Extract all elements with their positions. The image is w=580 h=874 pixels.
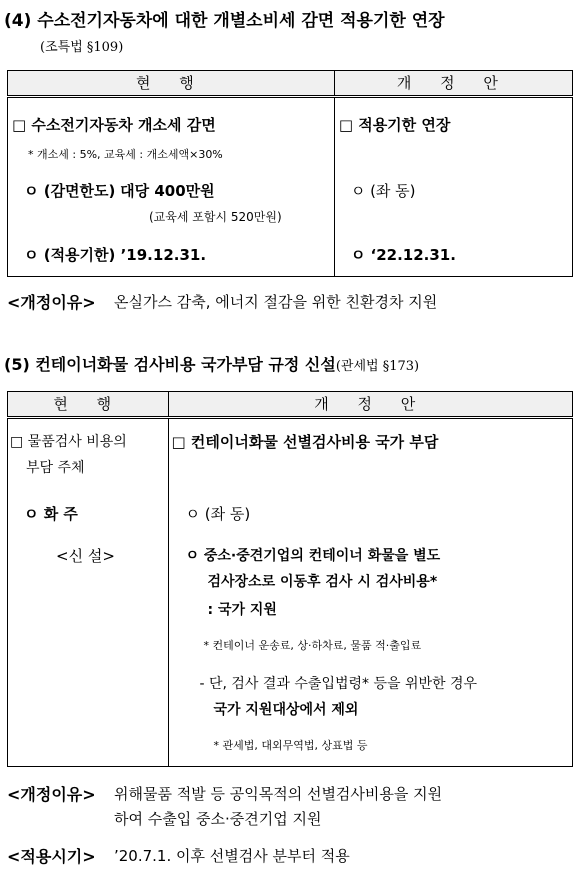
current-note: * 개소세 : 5%, 교육세 : 개소세액×30% (28, 148, 223, 161)
section5-comparison-table (7, 391, 573, 767)
current-limit-sub: (교육세 포함시 520만원) (149, 210, 282, 224)
section4-reason-label: <개정이유> (7, 293, 96, 312)
amendment-same: ㅇ (좌 동) (185, 505, 251, 523)
amendment-sme-line1: ㅇ 중소·중견기업의 컨테이너 화물을 별도 (185, 548, 441, 564)
current-limit-label: ㅇ (감면한도) (24, 182, 116, 200)
section4-law-ref: (조특법 §109) (40, 40, 124, 55)
section5-reason-line2: 하여 수출입 중소·중견기업 지원 (114, 810, 322, 828)
current-item-line2: 부담 주체 (26, 460, 85, 476)
header-amendment: 개 정 안 (334, 71, 572, 97)
header-amendment: 개 정 안 (169, 392, 573, 418)
section5-title: (5) 컨테이너화물 검사비용 국가부담 규정 신설 (4, 355, 336, 374)
current-period: ㅇ (적용기한) ’19.12.31. (24, 246, 207, 264)
amendment-same: ㅇ (좌 동) (350, 182, 416, 200)
section5-reason-line1: 위해물품 적발 등 공익목적의 선별검사비용을 지원 (114, 785, 443, 803)
amendment-item: □ 컨테이너화물 선별검사비용 국가 부담 (171, 433, 439, 451)
current-column (8, 418, 169, 767)
amendment-column (169, 418, 573, 767)
amendment-item: □ 적용기한 연장 (338, 116, 451, 134)
amendment-note2: * 관세법, 대외무역법, 상표법 등 (213, 739, 368, 752)
amendment-except-line2: 국가 지원대상에서 제외 (213, 702, 359, 718)
header-current: 현 행 (8, 71, 335, 97)
amendment-sme-line3: : 국가 지원 (207, 602, 277, 618)
header-current: 현 행 (8, 392, 169, 418)
current-item-line1: □ 물품검사 비용의 (10, 434, 127, 450)
section4-comparison-table (7, 70, 573, 277)
section5-law-ref: (관세법 §173) (335, 359, 420, 374)
amendment-except-line1: - 단, 검사 결과 수출입법령* 등을 위반한 경우 (199, 676, 478, 692)
section5-apply-label: <적용시기> (7, 847, 96, 866)
section4-title: (4) 수소전기자동차에 대한 개별소비세 감면 적용기한 연장 (4, 11, 445, 31)
current-owner: ㅇ 화 주 (24, 505, 78, 523)
amendment-period: ㅇ ‘22.12.31. (350, 246, 456, 264)
amendment-sme-line2: 검사장소로 이동후 검사 시 검사비용* (207, 574, 438, 590)
section4-reason-text: 온실가스 감축, 에너지 절감을 위한 친환경차 지원 (114, 293, 438, 311)
amendment-note1: * 컨테이너 운송료, 상·하차료, 물품 적·출입료 (203, 639, 422, 652)
section5-apply-text: ’20.7.1. 이후 선별검사 분부터 적용 (114, 847, 350, 865)
current-column (8, 97, 335, 277)
amendment-column (334, 97, 572, 277)
section5-reason-label: <개정이유> (7, 785, 96, 804)
current-item: □ 수소전기자동차 개소세 감면 (12, 116, 216, 134)
current-new: <신 설> (56, 547, 115, 565)
current-limit-value: 대당 400만원 (120, 182, 215, 200)
